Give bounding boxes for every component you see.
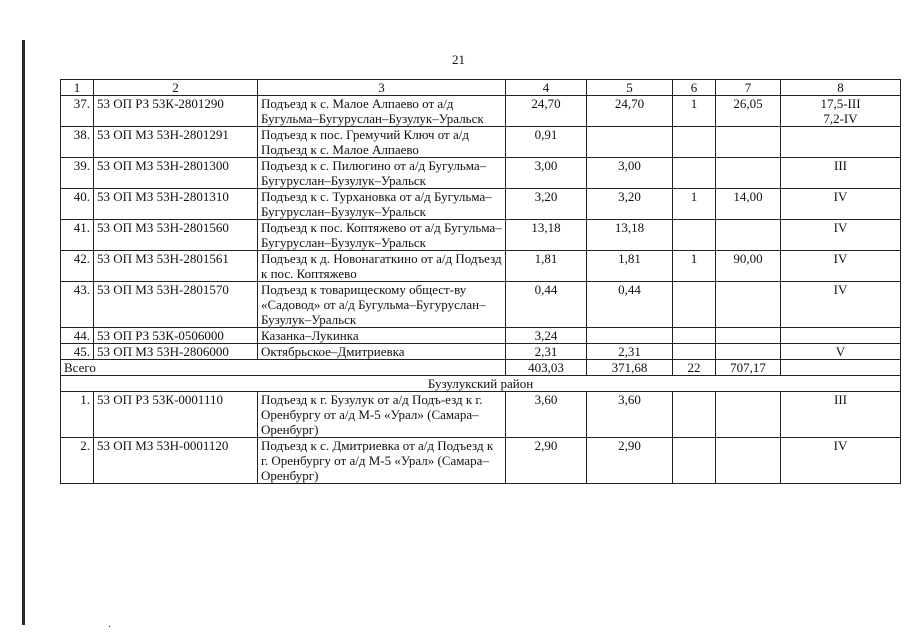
header-cell: 6 <box>673 80 716 96</box>
road-code: 53 ОП МЗ 53Н-2801561 <box>94 251 258 282</box>
road-name: Казанка–Лукинка <box>258 328 506 344</box>
bridges-length-cell <box>716 438 781 484</box>
total-row <box>61 360 901 376</box>
table-row <box>61 282 901 328</box>
length-cell: 2,90 <box>506 438 587 484</box>
header-cell: 8 <box>781 80 901 96</box>
table-row <box>61 220 901 251</box>
length-cell: 3,24 <box>506 328 587 344</box>
road-name: Подъезд к г. Бузулук от а/д Подъ-езд к г. Оренбургу от а/д М-5 «Урал» (Самара–Оренбург) <box>258 392 506 438</box>
category-cell <box>781 127 901 158</box>
paved-length-cell: 0,44 <box>587 282 673 328</box>
row-number: 39. <box>61 158 94 189</box>
table-row <box>61 127 901 158</box>
bridges-count-cell <box>673 127 716 158</box>
bridges-count-cell: 1 <box>673 189 716 220</box>
bridges-length-cell <box>716 282 781 328</box>
total-cell: 371,68 <box>587 360 673 376</box>
paved-length-cell: 13,18 <box>587 220 673 251</box>
paved-length-cell <box>587 127 673 158</box>
road-code: 53 ОП РЗ 53К-0001110 <box>94 392 258 438</box>
length-cell: 1,81 <box>506 251 587 282</box>
row-number: 41. <box>61 220 94 251</box>
paved-length-cell: 3,60 <box>587 392 673 438</box>
paved-length-cell: 2,31 <box>587 344 673 360</box>
length-cell: 24,70 <box>506 96 587 127</box>
header-row <box>61 80 901 96</box>
bridges-length-cell <box>716 127 781 158</box>
road-name: Подъезд к с. Малое Алпаево от а/д Бугульма–Бугуруслан–Бузулук–Уральск <box>258 96 506 127</box>
table-row <box>61 251 901 282</box>
row-number: 44. <box>61 328 94 344</box>
table-row <box>61 328 901 344</box>
stray-mark: · <box>108 622 112 633</box>
table-row <box>61 438 901 484</box>
bridges-count-cell <box>673 392 716 438</box>
category-cell: IV <box>781 220 901 251</box>
total-label: Всего <box>61 360 506 376</box>
section-row <box>61 376 901 392</box>
category-cell: IV <box>781 438 901 484</box>
bridges-count-cell <box>673 220 716 251</box>
scan-margin-line <box>22 40 25 625</box>
bridges-count-cell <box>673 344 716 360</box>
road-name: Подъезд к с. Дмитриевка от а/д Подъезд к г. Оренбургу от а/д М-5 «Урал» (Самара–Оренбург) <box>258 438 506 484</box>
category-cell: 17,5-III 7,2-IV <box>781 96 901 127</box>
road-name: Подъезд к с. Турхановка от а/д Бугульма–Бугуруслан–Бузулук–Уральск <box>258 189 506 220</box>
header-cell: 4 <box>506 80 587 96</box>
length-cell: 0,91 <box>506 127 587 158</box>
road-name: Подъезд к пос. Коптяжево от а/д Бугульма–Бугуруслан–Бузулук–Уральск <box>258 220 506 251</box>
road-code: 53 ОП МЗ 53Н-2801300 <box>94 158 258 189</box>
row-number: 2. <box>61 438 94 484</box>
bridges-count-cell: 1 <box>673 251 716 282</box>
road-code: 53 ОП МЗ 53Н-0001120 <box>94 438 258 484</box>
road-code: 53 ОП РЗ 53К-0506000 <box>94 328 258 344</box>
road-code: 53 ОП МЗ 53Н-2806000 <box>94 344 258 360</box>
category-cell: III <box>781 392 901 438</box>
header-cell: 2 <box>94 80 258 96</box>
road-code: 53 ОП МЗ 53Н-2801570 <box>94 282 258 328</box>
paved-length-cell: 1,81 <box>587 251 673 282</box>
road-name: Октябрьское–Дмитриевка <box>258 344 506 360</box>
bridges-length-cell <box>716 392 781 438</box>
length-cell: 2,31 <box>506 344 587 360</box>
paved-length-cell <box>587 328 673 344</box>
category-cell: IV <box>781 251 901 282</box>
row-number: 40. <box>61 189 94 220</box>
total-cell: 707,17 <box>716 360 781 376</box>
length-cell: 3,00 <box>506 158 587 189</box>
category-cell: III <box>781 158 901 189</box>
bridges-count-cell <box>673 282 716 328</box>
bridges-length-cell: 26,05 <box>716 96 781 127</box>
bridges-length-cell <box>716 158 781 189</box>
table-row <box>61 96 901 127</box>
bridges-length-cell <box>716 344 781 360</box>
row-number: 42. <box>61 251 94 282</box>
total-cell <box>781 360 901 376</box>
section-title: Бузулукский район <box>61 376 901 392</box>
header-cell: 1 <box>61 80 94 96</box>
row-number: 45. <box>61 344 94 360</box>
bridges-count-cell <box>673 158 716 189</box>
bridges-count-cell: 1 <box>673 96 716 127</box>
category-cell <box>781 328 901 344</box>
header-cell: 5 <box>587 80 673 96</box>
total-cell: 403,03 <box>506 360 587 376</box>
length-cell: 0,44 <box>506 282 587 328</box>
table-row <box>61 392 901 438</box>
row-number: 38. <box>61 127 94 158</box>
road-name: Подъезд к товарищескому общест-ву «Садовод» от а/д Бугульма–Бугуруслан–Бузулук–Уральск <box>258 282 506 328</box>
bridges-length-cell: 90,00 <box>716 251 781 282</box>
length-cell: 3,60 <box>506 392 587 438</box>
category-cell: IV <box>781 282 901 328</box>
category-cell: IV <box>781 189 901 220</box>
header-cell: 7 <box>716 80 781 96</box>
road-name: Подъезд к с. Пилюгино от а/д Бугульма–Бугуруслан–Бузулук–Уральск <box>258 158 506 189</box>
length-cell: 3,20 <box>506 189 587 220</box>
table-row <box>61 158 901 189</box>
page-number: 21 <box>452 52 465 67</box>
bridges-length-cell <box>716 220 781 251</box>
bridges-length-cell: 14,00 <box>716 189 781 220</box>
category-cell: V <box>781 344 901 360</box>
road-name: Подъезд к д. Новонагаткино от а/д Подъезд к пос. Коптяжево <box>258 251 506 282</box>
road-code: 53 ОП МЗ 53Н-2801560 <box>94 220 258 251</box>
row-number: 1. <box>61 392 94 438</box>
roads-table <box>60 79 901 484</box>
header-cell: 3 <box>258 80 506 96</box>
row-number: 43. <box>61 282 94 328</box>
road-code: 53 ОП МЗ 53Н-2801291 <box>94 127 258 158</box>
table-row <box>61 189 901 220</box>
length-cell: 13,18 <box>506 220 587 251</box>
road-name: Подъезд к пос. Гремучий Ключ от а/д Подъезд к с. Малое Алпаево <box>258 127 506 158</box>
road-code: 53 ОП МЗ 53Н-2801310 <box>94 189 258 220</box>
bridges-count-cell <box>673 328 716 344</box>
bridges-count-cell <box>673 438 716 484</box>
paved-length-cell: 3,00 <box>587 158 673 189</box>
bridges-length-cell <box>716 328 781 344</box>
paved-length-cell: 24,70 <box>587 96 673 127</box>
total-cell: 22 <box>673 360 716 376</box>
table-row <box>61 344 901 360</box>
road-code: 53 ОП РЗ 53К-2801290 <box>94 96 258 127</box>
row-number: 37. <box>61 96 94 127</box>
paved-length-cell: 2,90 <box>587 438 673 484</box>
paved-length-cell: 3,20 <box>587 189 673 220</box>
